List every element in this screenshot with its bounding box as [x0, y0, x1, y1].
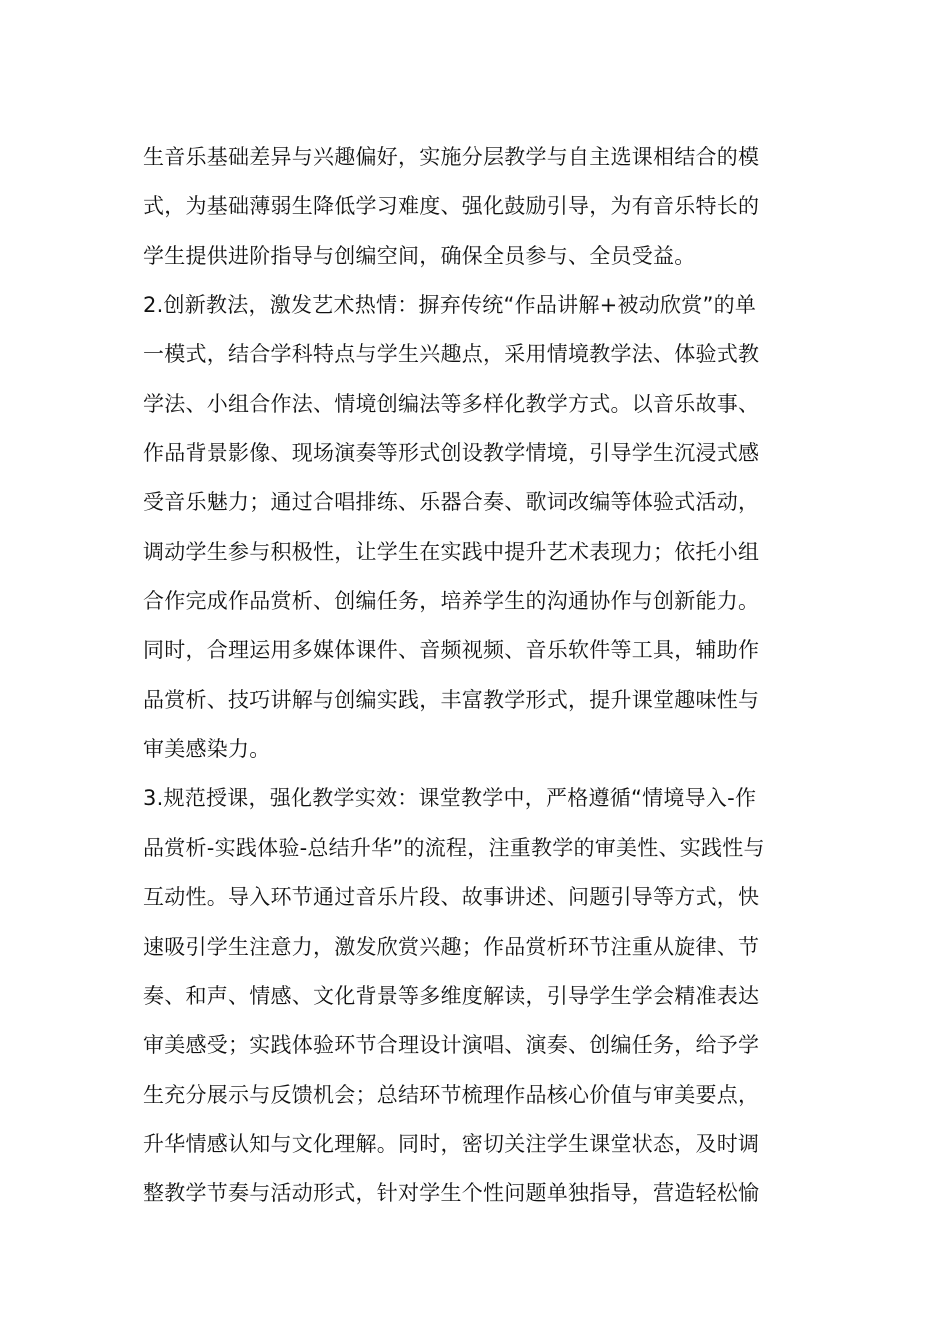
text-line: 互动性。导入环节通过音乐片段、故事讲述、问题引导等方式，快	[143, 885, 760, 910]
body-text	[143, 133, 823, 1219]
text-line: 审美感染力。	[143, 737, 271, 762]
text-line: 合作完成作品赏析、创编任务，培养学生的沟通协作与创新能力。	[143, 589, 760, 614]
text-line: 式，为基础薄弱生降低学习难度、强化鼓励引导，为有音乐特长的	[143, 194, 760, 219]
text-line: 2.创新教法，激发艺术热情：摒弃传统“作品讲解+被动欣赏”的单	[143, 293, 757, 318]
text-line: 速吸引学生注意力，激发欣赏兴趣；作品赏析环节注重从旋律、节	[143, 934, 760, 959]
text-line: 升华情感认知与文化理解。同时，密切关注学生课堂状态，及时调	[143, 1131, 760, 1156]
text-line: 3.规范授课，强化教学实效：课堂教学中，严格遵循“情境导入-作	[143, 786, 757, 811]
text-line: 生音乐基础差异与兴趣偏好，实施分层教学与自主选课相结合的模	[143, 145, 760, 169]
text-line: 调动学生参与积极性，让学生在实践中提升艺术表现力；依托小组	[143, 539, 760, 564]
text-line: 品赏析-实践体验-总结升华”的流程，注重教学的审美性、实践性与	[143, 835, 765, 860]
text-line: 一模式，结合学科特点与学生兴趣点，采用情境教学法、体验式教	[143, 342, 760, 367]
text-line: 整教学节奏与活动形式，针对学生个性问题单独指导，营造轻松愉	[143, 1181, 760, 1206]
text-line: 作品背景影像、现场演奏等形式创设教学情境，引导学生沉浸式感	[143, 441, 760, 466]
text-line: 学法、小组合作法、情境创编法等多样化教学方式。以音乐故事、	[143, 391, 760, 416]
text-line: 奏、和声、情感、文化背景等多维度解读，引导学生学会精准表达	[143, 983, 760, 1008]
text-line: 生充分展示与反馈机会；总结环节梳理作品核心价值与审美要点，	[143, 1082, 760, 1107]
text-line: 同时，合理运用多媒体课件、音频视频、音乐软件等工具，辅助作	[143, 638, 760, 663]
text-line: 品赏析、技巧讲解与创编实践，丰富教学形式，提升课堂趣味性与	[143, 687, 760, 712]
text-line: 学生提供进阶指导与创编空间，确保全员参与、全员受益。	[143, 243, 696, 268]
text-line: 审美感受；实践体验环节合理设计演唱、演奏、创编任务，给予学	[143, 1033, 760, 1058]
text-line: 受音乐魅力；通过合唱排练、乐器合奏、歌词改编等体验式活动，	[143, 490, 760, 515]
